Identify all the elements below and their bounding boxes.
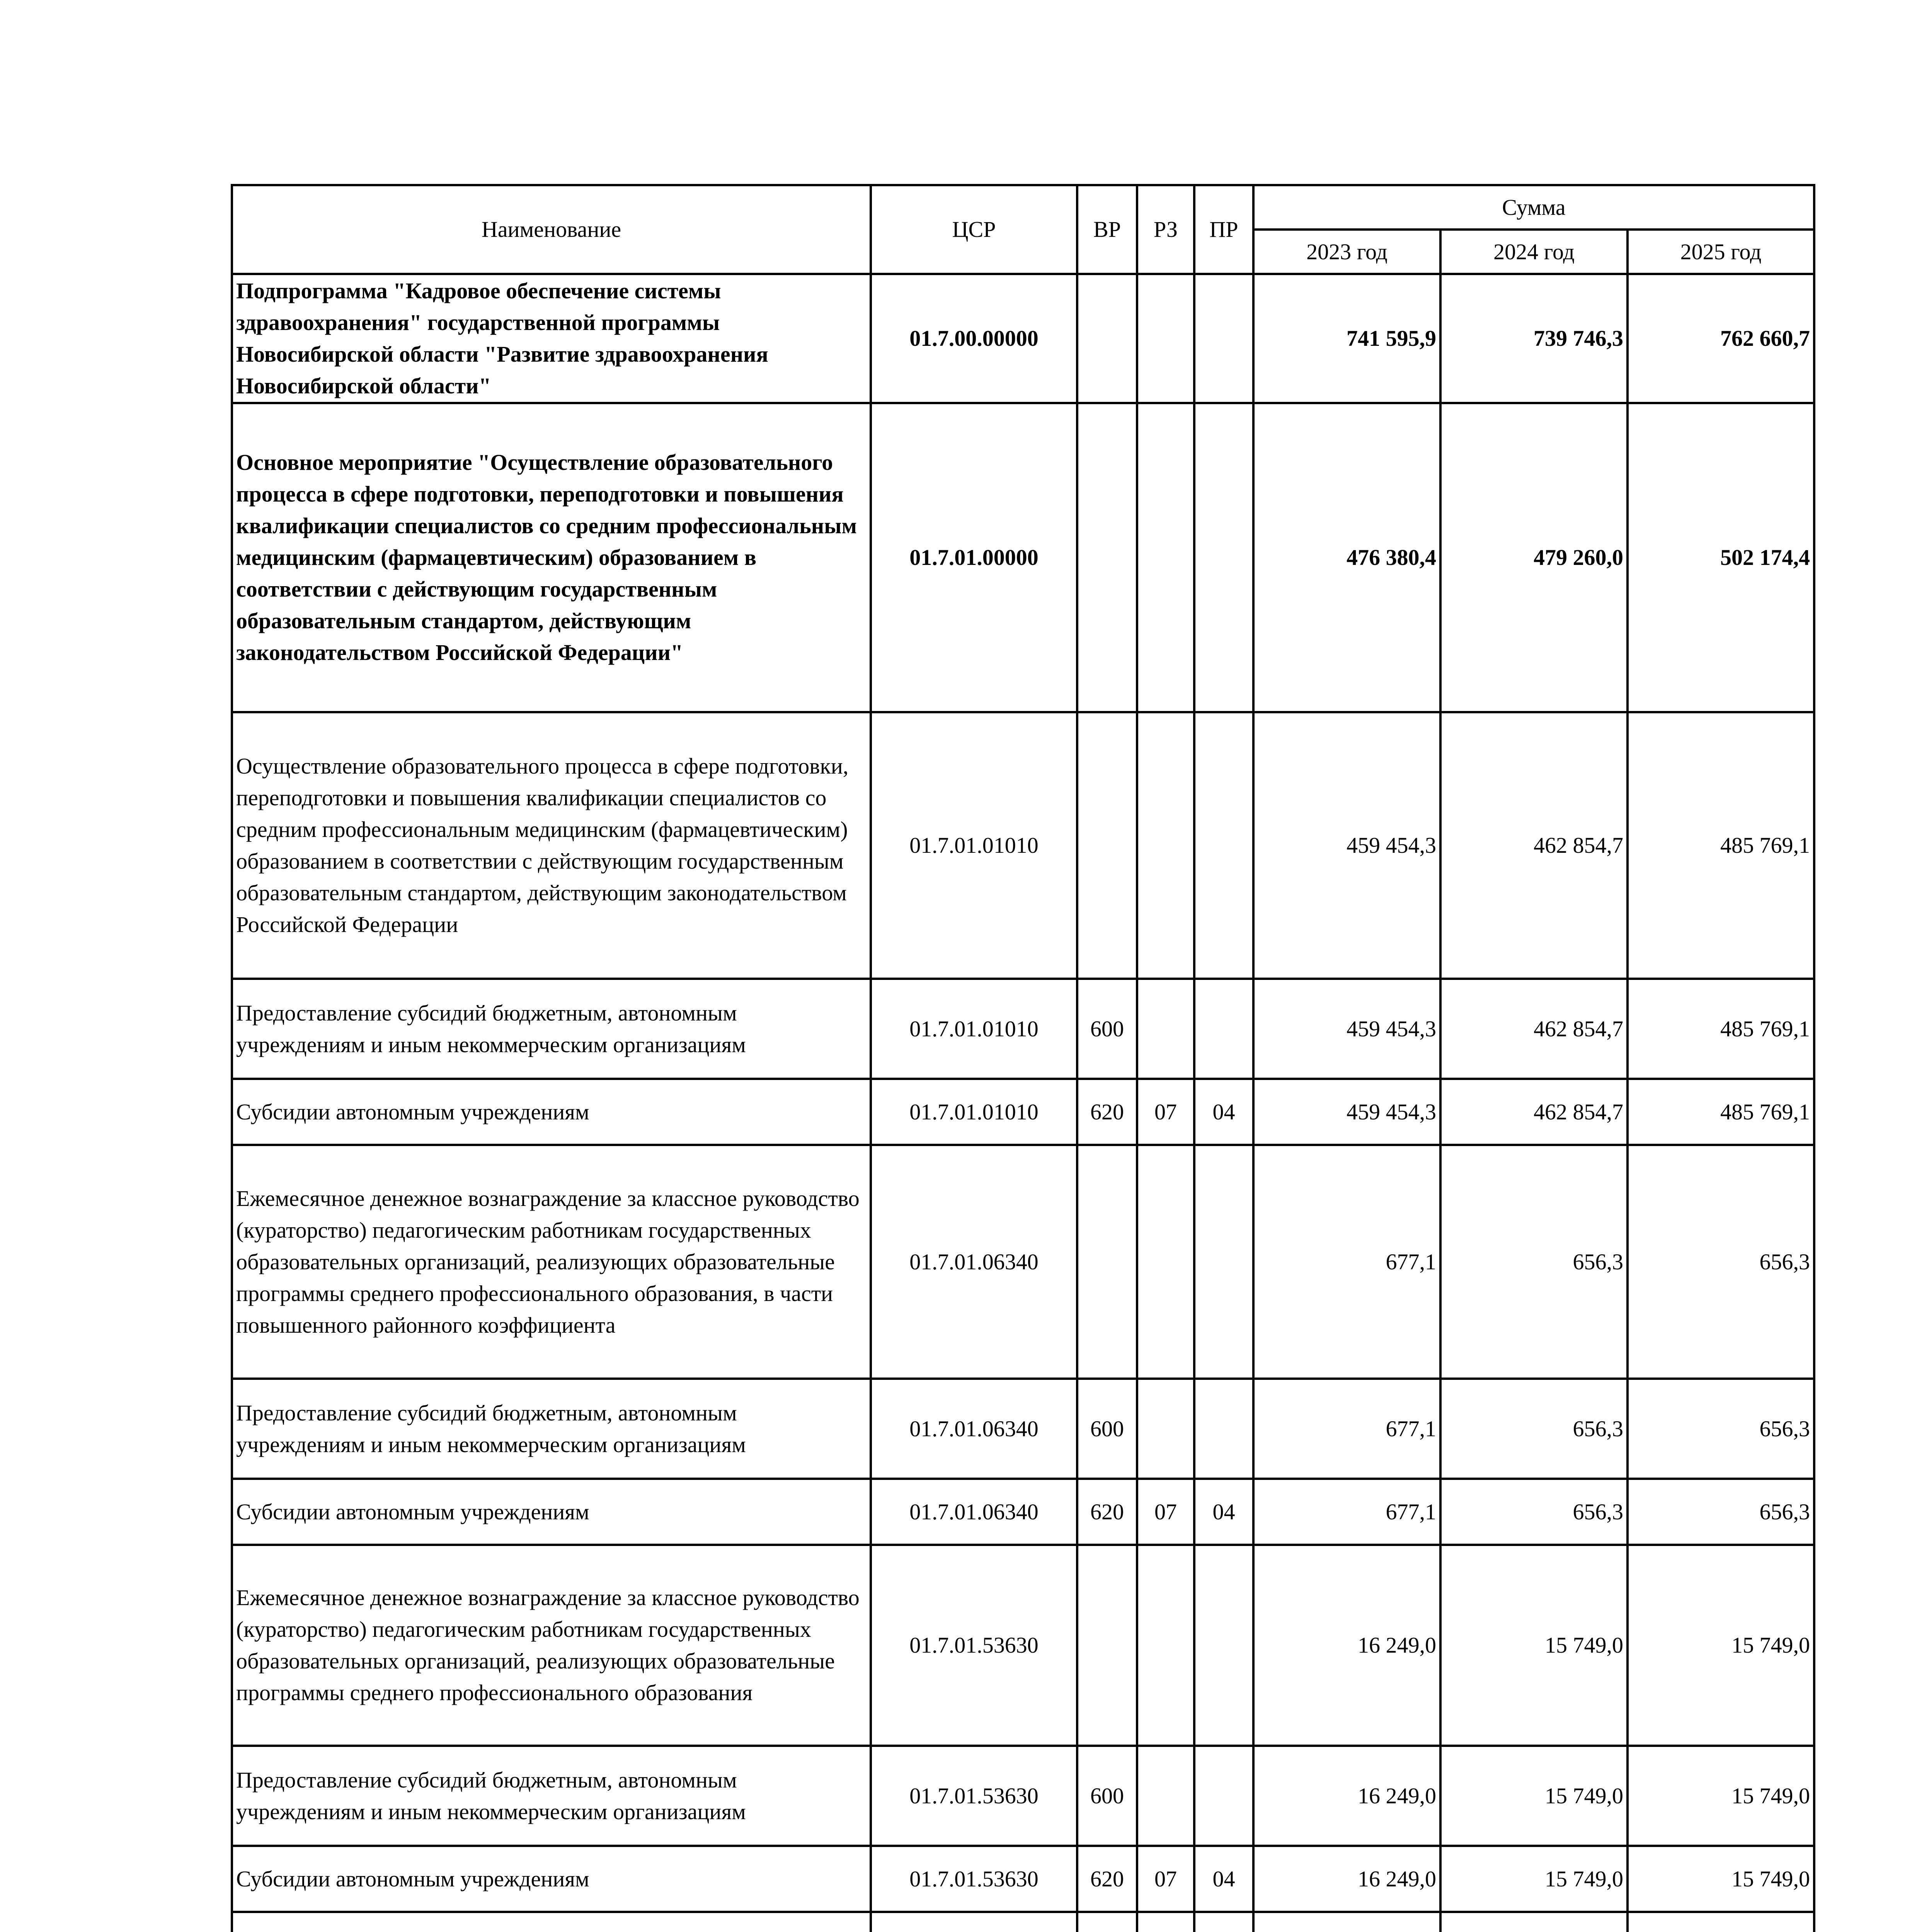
- row-rz: [1137, 403, 1194, 712]
- row-sum-2025: 656,3: [1628, 1479, 1814, 1545]
- row-rz: 07: [1137, 1079, 1194, 1145]
- row-sum-2025: 485 769,1: [1628, 712, 1814, 979]
- row-csr: 01.7.00.00000: [871, 274, 1077, 403]
- row-sum-2023: 16 249,0: [1253, 1545, 1440, 1746]
- row-pr: [1194, 979, 1253, 1079]
- row-vr: [1077, 1545, 1137, 1746]
- table-row: [232, 1145, 1814, 1379]
- row-sum-2023: 16 249,0: [1253, 1746, 1440, 1846]
- row-sum-2024: 479 260,0: [1440, 403, 1628, 712]
- row-sum-2025: 656,3: [1628, 1379, 1814, 1479]
- row-vr: 620: [1077, 1846, 1137, 1912]
- row-csr: 01.7.01.01010: [871, 1079, 1077, 1145]
- row-sum-2025: 485 769,1: [1628, 1079, 1814, 1145]
- row-sum-2024: 656,3: [1440, 1379, 1628, 1479]
- row-pr: [1194, 1145, 1253, 1379]
- row-csr: 01.7.01.06340: [871, 1479, 1077, 1545]
- row-vr: [1077, 1145, 1137, 1379]
- row-sum-2023: 677,1: [1253, 1479, 1440, 1545]
- row-csr: 01.7.01.53630: [871, 1746, 1077, 1846]
- row-name: Предоставление субсидий бюджетным, автономным учреждениям и иным некоммерческим организациям: [232, 1746, 871, 1846]
- table-row: [232, 403, 1814, 712]
- header-name: Наименование: [232, 185, 871, 274]
- row-csr: 01.7.01.06340: [871, 1379, 1077, 1479]
- row-sum-2024: 15 749,0: [1440, 1846, 1628, 1912]
- row-name: Субсидии автономным учреждениям: [232, 1846, 871, 1912]
- row-csr: 01.7.01.53630: [871, 1545, 1077, 1746]
- table-row: [232, 1079, 1814, 1145]
- row-name: Ежемесячное денежное вознаграждение за классное руководство (кураторство) педагогическим работникам государственных образовательных организаций, реализующих образовательные программы среднего профессионального образования, в части повышенного районного коэффициента: [232, 1145, 871, 1379]
- row-sum-2024: [1440, 1912, 1628, 1932]
- header-row-top: [232, 185, 1814, 230]
- row-vr: 600: [1077, 979, 1137, 1079]
- row-pr: 04: [1194, 1479, 1253, 1545]
- row-rz: [1137, 274, 1194, 403]
- header-pr: ПР: [1194, 185, 1253, 274]
- row-sum-2023: [1253, 1912, 1440, 1932]
- header-csr: ЦСР: [871, 185, 1077, 274]
- row-sum-2025: 656,3: [1628, 1145, 1814, 1379]
- header-sum: Сумма: [1253, 185, 1814, 230]
- table-row: [232, 1912, 1814, 1932]
- row-name: Предоставление субсидий бюджетным, автономным учреждениям и иным некоммерческим организациям: [232, 979, 871, 1079]
- row-sum-2024: 15 749,0: [1440, 1746, 1628, 1846]
- row-name: Субсидии автономным учреждениям: [232, 1079, 871, 1145]
- row-sum-2024: 15 749,0: [1440, 1545, 1628, 1746]
- row-pr: [1194, 1545, 1253, 1746]
- row-sum-2025: 15 749,0: [1628, 1746, 1814, 1846]
- row-vr: 620: [1077, 1479, 1137, 1545]
- row-vr: 600: [1077, 1746, 1137, 1846]
- row-vr: [1077, 712, 1137, 979]
- row-sum-2024: 656,3: [1440, 1479, 1628, 1545]
- table-row: [232, 274, 1814, 403]
- row-vr: [1077, 1912, 1137, 1932]
- row-sum-2024: 656,3: [1440, 1145, 1628, 1379]
- row-pr: [1194, 1912, 1253, 1932]
- row-sum-2025: 502 174,4: [1628, 403, 1814, 712]
- row-rz: 07: [1137, 1479, 1194, 1545]
- table-row: [232, 1746, 1814, 1846]
- row-pr: [1194, 712, 1253, 979]
- row-vr: 600: [1077, 1379, 1137, 1479]
- row-sum-2025: 15 749,0: [1628, 1846, 1814, 1912]
- row-csr: 01.7.01.00000: [871, 403, 1077, 712]
- row-name: Ежемесячное денежное вознаграждение за классное руководство (кураторство) педагогическим работникам государственных образовательных организаций, реализующих образовательные программы среднего профессионального образования: [232, 1545, 871, 1746]
- row-name: Предоставление субсидий бюджетным, автономным учреждениям и иным некоммерческим организациям: [232, 1379, 871, 1479]
- row-rz: [1137, 1545, 1194, 1746]
- row-sum-2023: 476 380,4: [1253, 403, 1440, 712]
- row-sum-2025: [1628, 1912, 1814, 1932]
- header-year-2025: 2025 год: [1628, 230, 1814, 274]
- row-rz: 07: [1137, 1846, 1194, 1912]
- row-name: Основное мероприятие "Осуществление образовательного процесса в сфере подготовки, переподготовки и повышения квалификации специалистов со средним профессиональным медицинским (фармацевтическим) образованием в соответствии с действующим государственным образовательным стандартом, действующим законодательством Российской Федерации": [232, 403, 871, 712]
- row-rz: [1137, 979, 1194, 1079]
- header-year-2024: 2024 год: [1440, 230, 1628, 274]
- table-row: [232, 1379, 1814, 1479]
- row-sum-2024: 462 854,7: [1440, 712, 1628, 979]
- row-csr: 01.7.01.01010: [871, 979, 1077, 1079]
- row-name: [232, 1912, 871, 1932]
- header-rz: РЗ: [1137, 185, 1194, 274]
- row-sum-2023: 16 249,0: [1253, 1846, 1440, 1912]
- row-pr: 04: [1194, 1846, 1253, 1912]
- row-rz: [1137, 1746, 1194, 1846]
- row-name: Осуществление образовательного процесса в сфере подготовки, переподготовки и повышения квалификации специалистов со средним профессиональным медицинским (фармацевтическим) образованием в соответствии с действующим государственным образовательным стандартом, действующим законодательством Российской Федерации: [232, 712, 871, 979]
- row-sum-2024: 462 854,7: [1440, 979, 1628, 1079]
- row-name: Субсидии автономным учреждениям: [232, 1479, 871, 1545]
- row-rz: [1137, 1379, 1194, 1479]
- header-vr: ВР: [1077, 185, 1137, 274]
- table-row: [232, 1846, 1814, 1912]
- row-sum-2025: 485 769,1: [1628, 979, 1814, 1079]
- row-sum-2023: 677,1: [1253, 1379, 1440, 1479]
- row-pr: [1194, 1379, 1253, 1479]
- row-sum-2023: 459 454,3: [1253, 712, 1440, 979]
- table-row: [232, 712, 1814, 979]
- row-rz: [1137, 1145, 1194, 1379]
- row-pr: 04: [1194, 1079, 1253, 1145]
- row-sum-2024: 739 746,3: [1440, 274, 1628, 403]
- row-pr: [1194, 274, 1253, 403]
- table-row: [232, 1479, 1814, 1545]
- budget-table: [231, 184, 1815, 1932]
- row-sum-2025: 762 660,7: [1628, 274, 1814, 403]
- row-vr: 620: [1077, 1079, 1137, 1145]
- row-rz: [1137, 712, 1194, 979]
- row-sum-2023: 741 595,9: [1253, 274, 1440, 403]
- row-pr: [1194, 1746, 1253, 1846]
- row-vr: [1077, 403, 1137, 712]
- row-rz: [1137, 1912, 1194, 1932]
- row-csr: 01.7.01.06340: [871, 1145, 1077, 1379]
- row-vr: [1077, 274, 1137, 403]
- row-csr: [871, 1912, 1077, 1932]
- budget-sheet: [231, 184, 1813, 1932]
- header-year-2023: 2023 год: [1253, 230, 1440, 274]
- row-sum-2025: 15 749,0: [1628, 1545, 1814, 1746]
- row-name: Подпрограмма "Кадровое обеспечение системы здравоохранения" государственной программы Новосибирской области "Развитие здравоохранения Новосибирской области": [232, 274, 871, 403]
- row-sum-2023: 459 454,3: [1253, 979, 1440, 1079]
- row-csr: 01.7.01.53630: [871, 1846, 1077, 1912]
- table-row: [232, 1545, 1814, 1746]
- table-row: [232, 979, 1814, 1079]
- row-sum-2024: 462 854,7: [1440, 1079, 1628, 1145]
- row-sum-2023: 459 454,3: [1253, 1079, 1440, 1145]
- row-csr: 01.7.01.01010: [871, 712, 1077, 979]
- row-pr: [1194, 403, 1253, 712]
- row-sum-2023: 677,1: [1253, 1145, 1440, 1379]
